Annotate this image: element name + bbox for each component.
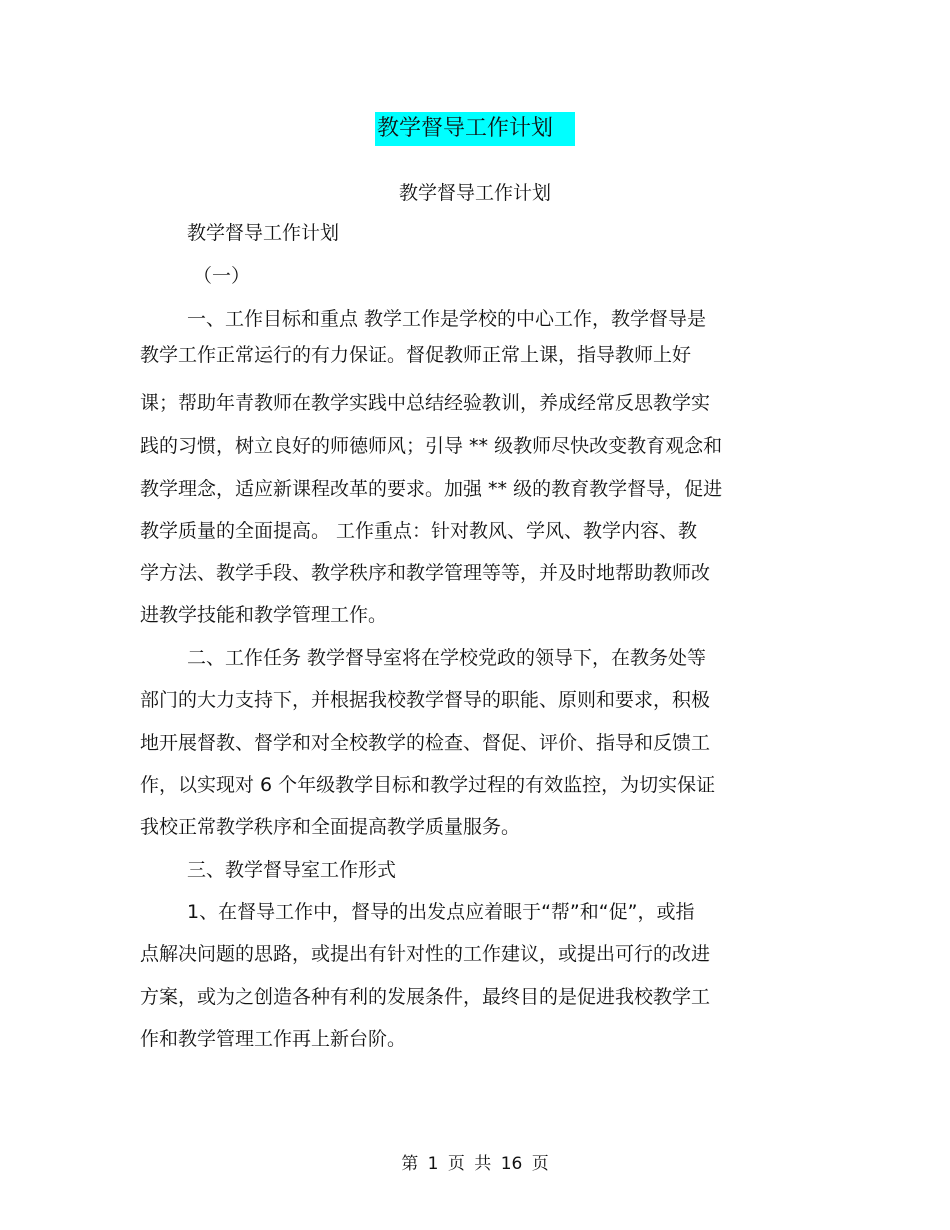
body-line-10: 进教学技能和教学管理工作。 [140, 604, 388, 626]
body-line-7: 教学理念，适应新课程改革的要求。加强 ** 级的教育教学督导，促进 [140, 478, 723, 500]
page-footer: 第 1 页 共 16 页 [401, 1154, 549, 1174]
body-line-2: （一） [193, 265, 251, 287]
body-line-8: 教学质量的全面提高。 工作重点：针对教风、学风、教学内容、教 [140, 520, 698, 542]
body-line-13: 地开展督教、督学和对全校教学的检查、督促、评价、指导和反馈工 [140, 732, 711, 754]
body-line-1: 教学督导工作计划 [187, 222, 340, 244]
section-heading-3: 三、教学督导室工作形式 [187, 859, 397, 881]
body-line-11: 二、工作任务 教学督导室将在学校党政的领导下，在教务处等 [187, 647, 707, 669]
body-line-18: 点解决问题的思路，或提出有针对性的工作建议，或提出可行的改进 [140, 943, 711, 965]
body-line-4: 教学工作正常运行的有力保证。督促教师正常上课，指导教师上好 [140, 344, 692, 366]
body-line-19: 方案，或为之创造各种有利的发展条件，最终目的是促进我校教学工 [140, 986, 711, 1008]
body-line-5: 课；帮助年青教师在教学实践中总结经验教训，养成经常反思教学实 [140, 392, 711, 414]
body-line-9: 学方法、教学手段、教学秩序和教学管理等等，并及时地帮助教师改 [140, 562, 711, 584]
body-line-14: 作，以实现对 6 个年级教学目标和教学过程的有效监控，为切实保证 [140, 774, 716, 796]
body-line-12: 部门的大力支持下，并根据我校教学督导的职能、原则和要求，积极 [140, 689, 711, 711]
body-line-6: 践的习惯，树立良好的师德师风；引导 ** 级教师尽快改变教育观念和 [140, 435, 723, 457]
document-subtitle: 教学督导工作计划 [398, 182, 551, 204]
body-line-20: 作和教学管理工作再上新台阶。 [140, 1028, 407, 1050]
body-line-15: 我校正常教学秩序和全面提高教学质量服务。 [140, 816, 521, 838]
title-container [0, 112, 950, 146]
body-line-3: 一、工作目标和重点 教学工作是学校的中心工作，教学督导是 [187, 308, 707, 330]
body-line-17: 1、在督导工作中，督导的出发点应着眼于“帮”和“促”，或指 [187, 901, 695, 923]
document-title: 教学督导工作计划 [375, 112, 575, 146]
